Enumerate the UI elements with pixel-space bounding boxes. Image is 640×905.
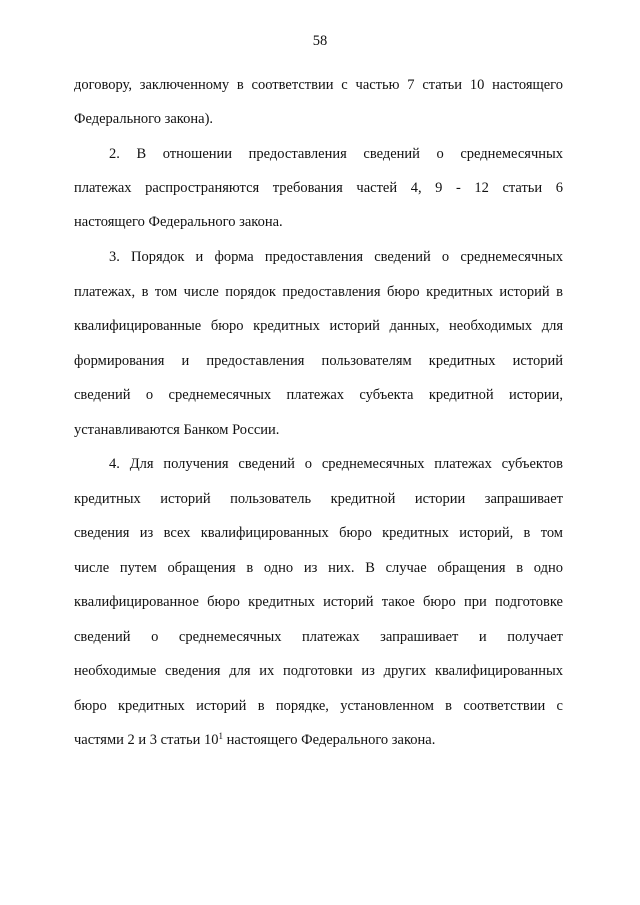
- text-line: бюро кредитных историй в порядке, установленном в соответствии с: [74, 698, 563, 714]
- text-line: настоящего Федерального закона.: [74, 214, 283, 230]
- text-line: кредитных историй пользователь кредитной истории запрашивает: [74, 491, 563, 507]
- superscript-number: 1: [218, 731, 224, 741]
- text-fragment: частями 2 и 3 статьи 10: [74, 732, 219, 748]
- text-fragment: настоящего Федерального закона.: [223, 732, 436, 748]
- text-line: договору, заключенному в соответствии с частью 7 статьи 10 настоящего: [74, 77, 563, 93]
- page-number: 58: [312, 33, 328, 49]
- text-line: формирования и предоставления пользователям кредитных историй: [74, 353, 563, 369]
- text-line: платежах, в том числе порядок предоставления бюро кредитных историй в: [74, 284, 563, 300]
- text-line: квалифицированное бюро кредитных историй такое бюро при подготовке: [74, 594, 563, 610]
- text-line: платежах распространяются требования частей 4, 9 - 12 статьи 6: [74, 180, 563, 196]
- text-line: сведения из всех квалифицированных бюро кредитных историй, в том: [74, 525, 563, 541]
- text-line: сведений о среднемесячных платежах запрашивает и получает: [74, 629, 563, 645]
- paragraph-first-line: 2. В отношении предоставления сведений о среднемесячных: [109, 146, 563, 162]
- paragraph-first-line: 3. Порядок и форма предоставления сведений о среднемесячных: [109, 249, 563, 265]
- text-line: устанавливаются Банком России.: [74, 422, 280, 438]
- text-line-last: [74, 731, 435, 749]
- text-line: квалифицированные бюро кредитных историй данных, необходимых для: [74, 318, 563, 334]
- text-line: сведений о среднемесячных платежах субъекта кредитной истории,: [74, 387, 563, 403]
- text-line: Федерального закона).: [74, 111, 214, 127]
- paragraph-first-line: 4. Для получения сведений о среднемесячных платежах субъектов: [109, 456, 563, 472]
- text-line: необходимые сведения для их подготовки из других квалифицированных: [74, 663, 563, 679]
- text-line: числе путем обращения в одно из них. В случае обращения в одно: [74, 560, 563, 576]
